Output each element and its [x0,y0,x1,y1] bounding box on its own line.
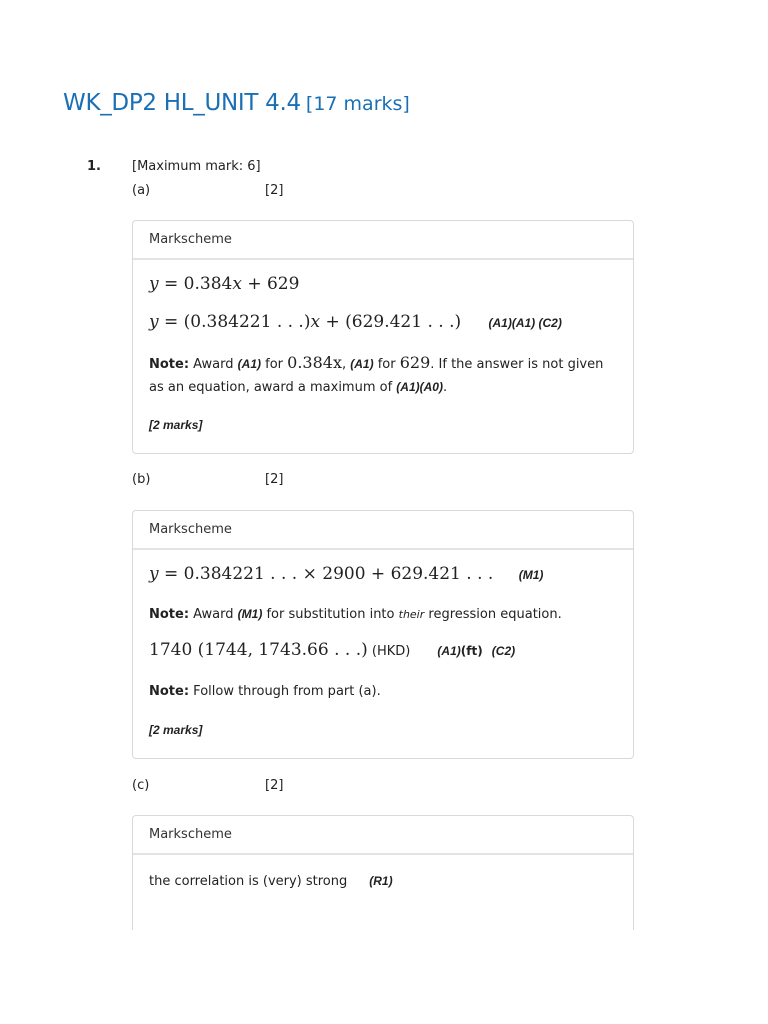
part-c-label: (c) [132,778,150,793]
page-title [63,90,410,116]
markscheme-box-c [132,815,634,945]
markscheme-header: Markscheme [133,511,633,550]
equation-a2: y = (0.384221 . . .)x + (629.421 . . .) (A1)(A1) (C2) [149,312,562,332]
question-max-mark: [Maximum mark: 6] [132,159,261,174]
part-a-label: (a) [132,183,151,198]
note-a: Note: Award (A1) for 0.384x, (A1) for 629. If the answer is not given as an equation, award a maximum of (A1)(A0). [149,353,604,395]
note-b2: Note: Follow through from part (a). [149,684,381,699]
markscheme-box-a [132,220,634,454]
title-main: WK_DP2 HL_UNIT 4.4 [63,90,301,116]
markscheme-header: Markscheme [133,816,633,855]
page-bottom-margin [0,930,768,1024]
mark-annotation: (A1)(A1) (C2) [488,316,562,330]
markscheme-box-b [132,510,634,759]
equation-b1: y = 0.384221 . . . × 2900 + 629.421 . . . (M1) [149,564,544,584]
total-marks-a: [2 marks] [149,418,203,432]
answer-c: the correlation is (very) strong (R1) [149,874,393,889]
part-b-label: (b) [132,472,151,487]
markscheme-header: Markscheme [133,221,633,260]
mark-annotation: (M1) [518,568,544,582]
part-b-marks: [2] [265,472,284,487]
answer-b: 1740 (1744, 1743.66 . . .) (HKD) (A1)(ft) (C2) [149,640,516,660]
question-number: 1. [87,159,101,174]
part-c-marks: [2] [265,778,284,793]
part-a-marks: [2] [265,183,284,198]
equation-a1: y = 0.384x + 629 [149,274,300,294]
title-marks: [17 marks] [305,93,410,115]
total-marks-b: [2 marks] [149,723,203,737]
note-b1: Note: Award (M1) for substitution into their regression equation. [149,607,562,622]
